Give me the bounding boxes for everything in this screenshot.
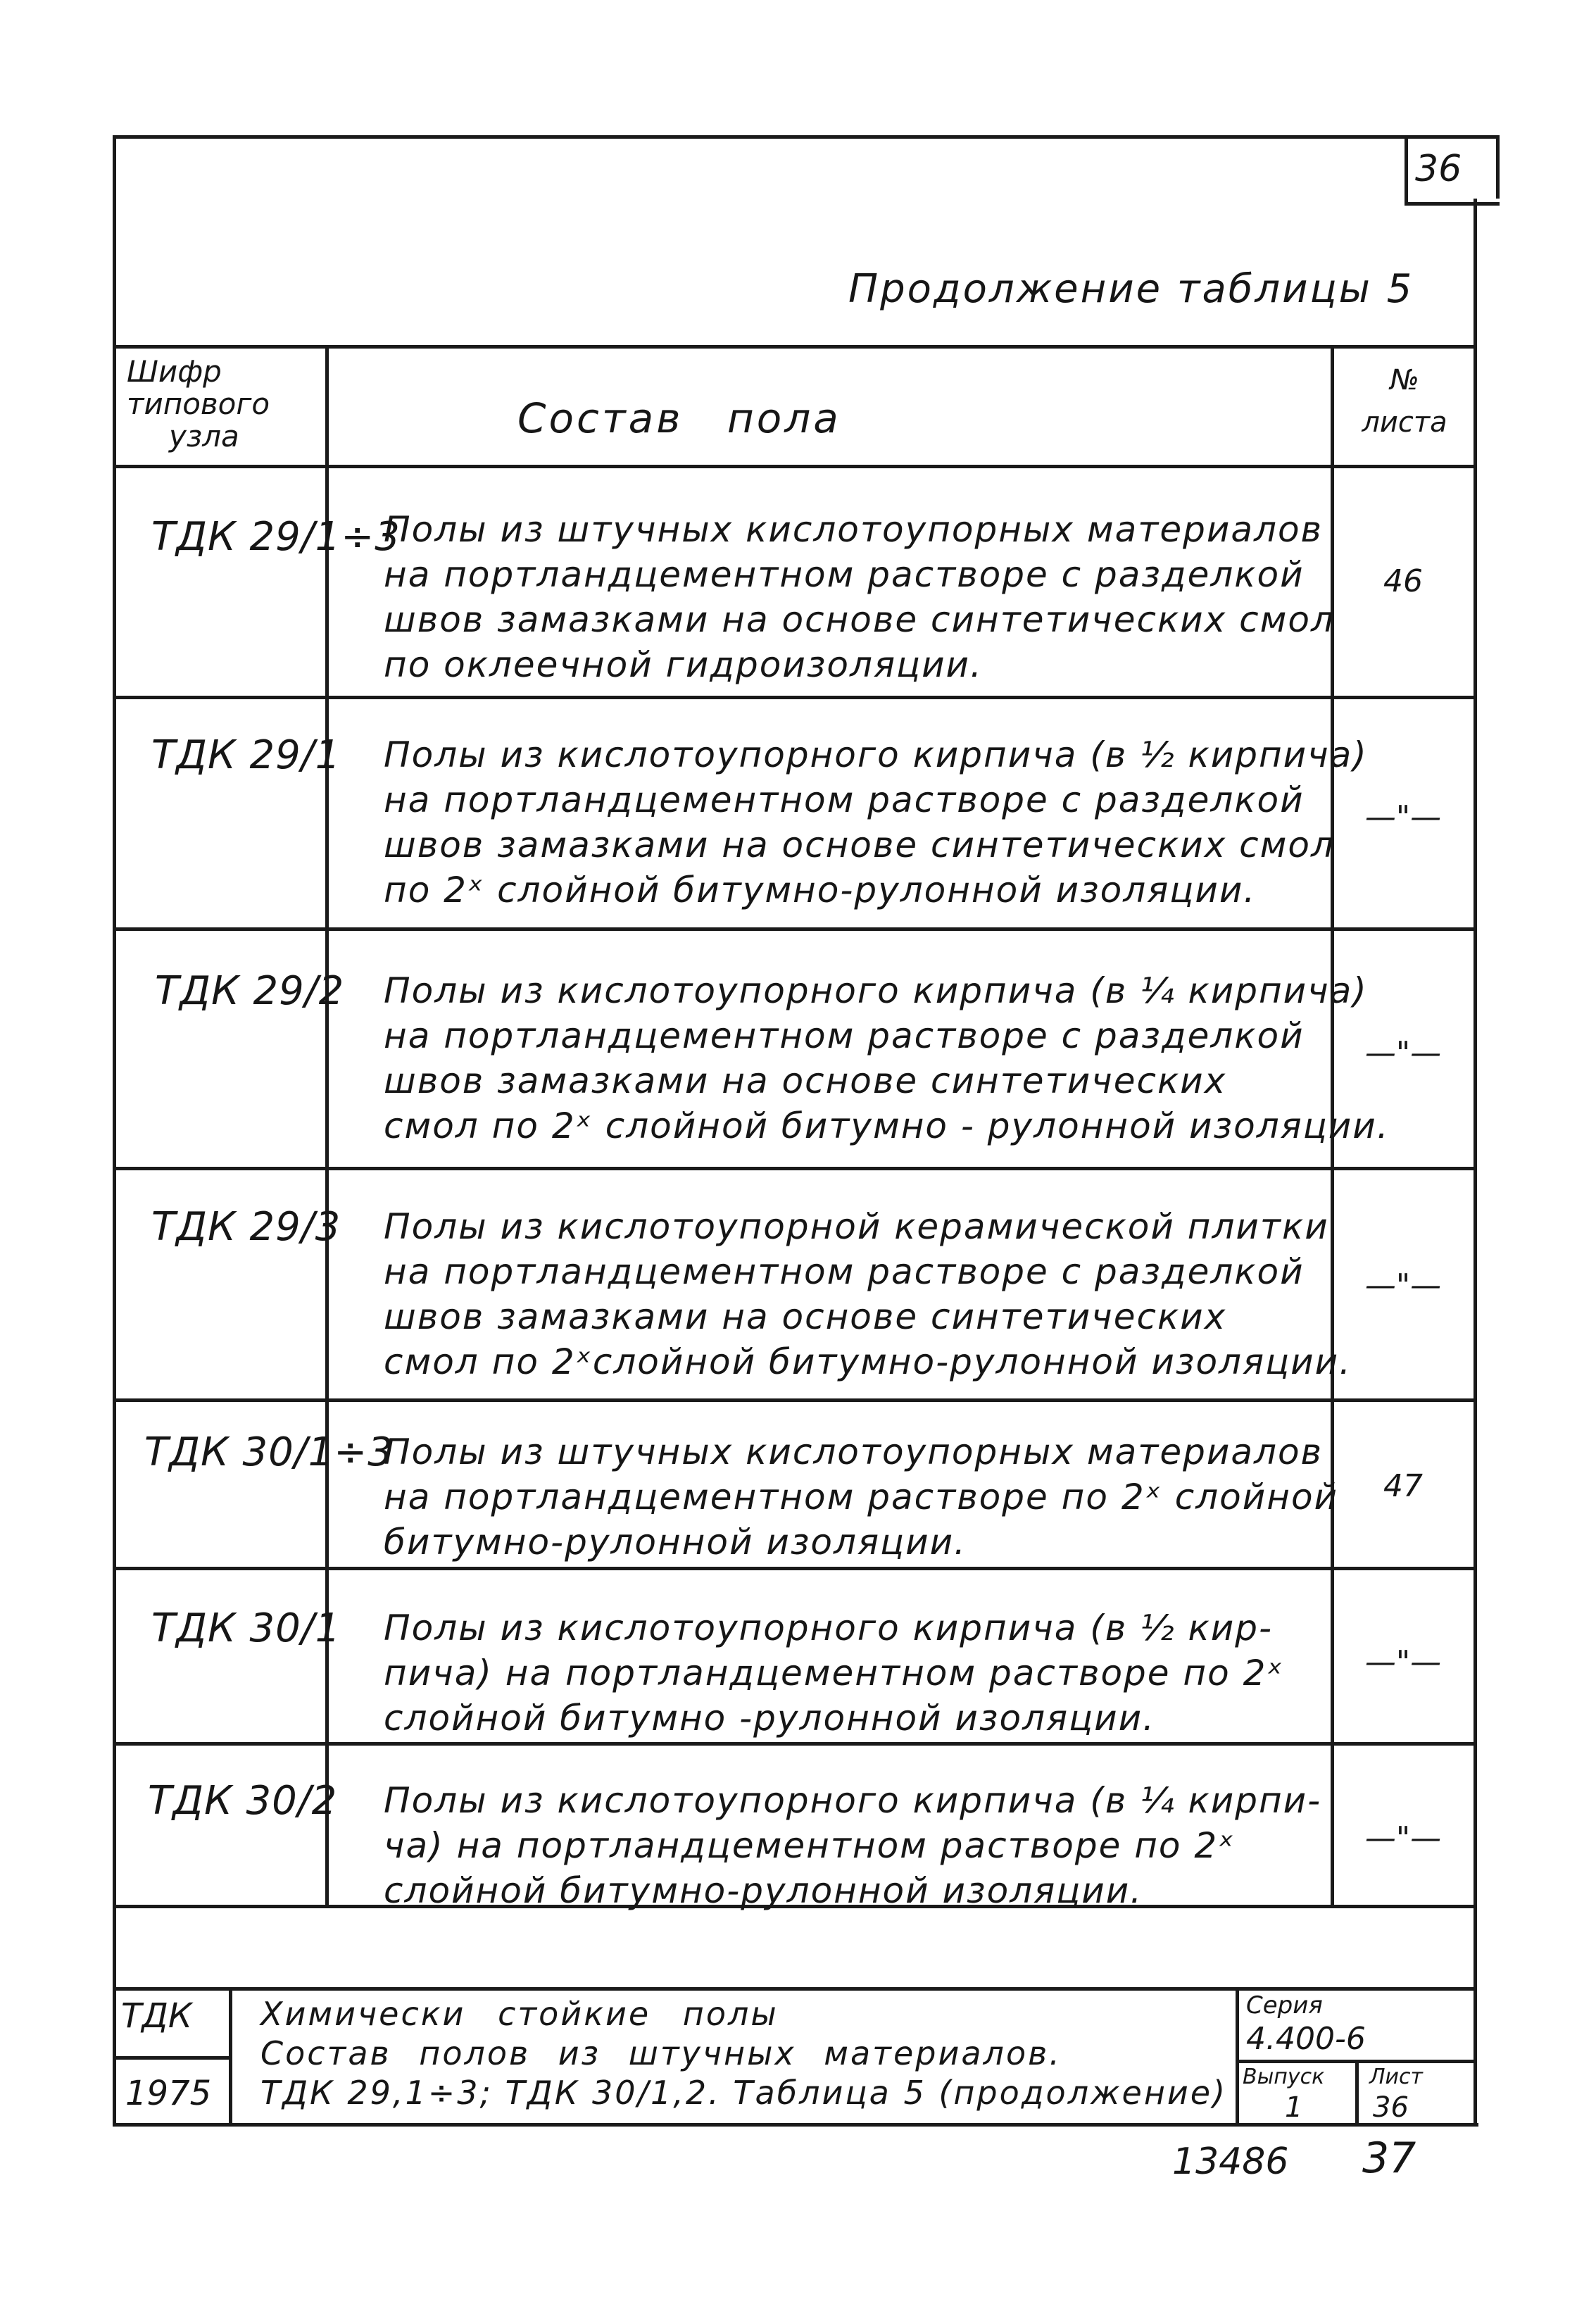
row-composition: Полы из штучных кислотоупорных материалов на портландцементном растворе по 2ˣ слойной битумно-рулонной изоляции. (384, 1432, 1339, 1563)
row-line-4 (113, 1398, 1477, 1402)
stamp-sheet-label: Лист (1369, 2065, 1424, 2089)
row-sheet: —"— (1364, 1035, 1442, 1071)
stamp-divider-1 (229, 1987, 232, 2127)
row-line-6 (113, 1742, 1477, 1746)
inventory-number: 13486 (1172, 2141, 1289, 2183)
frame-bottom (113, 2123, 1478, 2127)
corner-box-bottom (1405, 202, 1500, 206)
row-code: ТДК 30/2 (148, 1778, 338, 1824)
row-sheet: —"— (1364, 1267, 1442, 1303)
row-sheet: —"— (1364, 799, 1442, 835)
row-line-2 (113, 927, 1477, 931)
stamp-sheet-value: 36 (1373, 2091, 1409, 2124)
row-sheet: —"— (1364, 1820, 1442, 1856)
row-code: ТДК 29/1 (151, 732, 341, 778)
row-sheet: 46 (1383, 563, 1423, 599)
frame-right-lower (1474, 199, 1477, 2127)
row-line-3 (113, 1167, 1477, 1170)
row-code: ТДК 29/1÷3 (151, 514, 401, 560)
row-sheet: 47 (1383, 1468, 1423, 1504)
header-composition-col: Состав пола (517, 394, 841, 442)
stamp-issue-label: Выпуск (1243, 2065, 1325, 2089)
stamp-divider-2 (1236, 1987, 1239, 2127)
stamp-divider-3 (1355, 2060, 1359, 2127)
row-line-1 (113, 696, 1477, 699)
row-composition: Полы из кислотоупорного кирпича (в ½ кир- пича) на портландцементном растворе по 2ˣ слойной битумно -рулонной изоляции. (384, 1608, 1284, 1739)
row-composition: Полы из кислотоупорного кирпича (в ½ кирпича) на портландцементном растворе с разделкой швов замазками на основе синтетических смол по 2ˣ слойной битумно-рулонной изоляции. (384, 734, 1368, 910)
row-code: ТДК 29/3 (151, 1204, 341, 1250)
stamp-org: ТДК (121, 1996, 192, 2036)
row-composition: Полы из штучных кислотоупорных материалов на портландцементном растворе с разделкой швов замазками на основе синтетических смол по оклеечной гидроизоляции. (384, 509, 1335, 685)
header-code-col: Шифр типового узла (127, 354, 270, 453)
corner-sheet-number: 36 (1415, 148, 1462, 190)
page-number: 37 (1362, 2134, 1416, 2183)
stamp-title: Химически стойкие полы Состав полов из штучных материалов. ТДК 29,1÷3; ТДК 30/1,2. Таблица 5 (продолжение) (260, 1995, 1228, 2112)
col-divider-1 (325, 345, 329, 1907)
frame-top (113, 135, 1500, 139)
stamp-issue-value: 1 (1285, 2091, 1303, 2124)
header-bottom-line (113, 465, 1477, 468)
row-line-5 (113, 1567, 1477, 1570)
stamp-series-value: 4.400-6 (1246, 2021, 1366, 2057)
row-composition: Полы из кислотоупорной керамической плитки на портландцементном растворе с разделкой швов замазками на основе синтетических смол по 2ˣслойной битумно-рулонной изоляции. (384, 1206, 1352, 1382)
row-composition: Полы из кислотоупорного кирпича (в ¼ кирпи- ча) на портландцементном растворе по 2ˣ слойной битумно-рулонной изоляции. (384, 1780, 1322, 1911)
row-code: ТДК 29/2 (155, 968, 345, 1014)
stamp-mid-line (113, 2056, 232, 2060)
row-composition: Полы из кислотоупорного кирпича (в ¼ кирпича) на портландцементном растворе с разделкой швов замазками на основе синтетических смол по 2ˣ слойной битумно - рулонной изоляции. (384, 970, 1390, 1146)
frame-right (1496, 135, 1500, 199)
header-sheet-col: № листа (1362, 364, 1447, 439)
row-sheet: —"— (1364, 1644, 1442, 1680)
corner-box-left (1405, 135, 1408, 206)
frame-left (113, 135, 116, 2127)
table-title: Продолжение таблицы 5 (848, 266, 1414, 312)
stamp-series-label: Серия (1246, 1991, 1323, 2020)
stamp-top-line (113, 1987, 1477, 1991)
row-code: ТДК 30/1÷3 (144, 1429, 394, 1475)
stamp-year: 1975 (125, 2074, 212, 2113)
row-code: ТДК 30/1 (151, 1605, 341, 1651)
table-top-line (113, 345, 1477, 349)
